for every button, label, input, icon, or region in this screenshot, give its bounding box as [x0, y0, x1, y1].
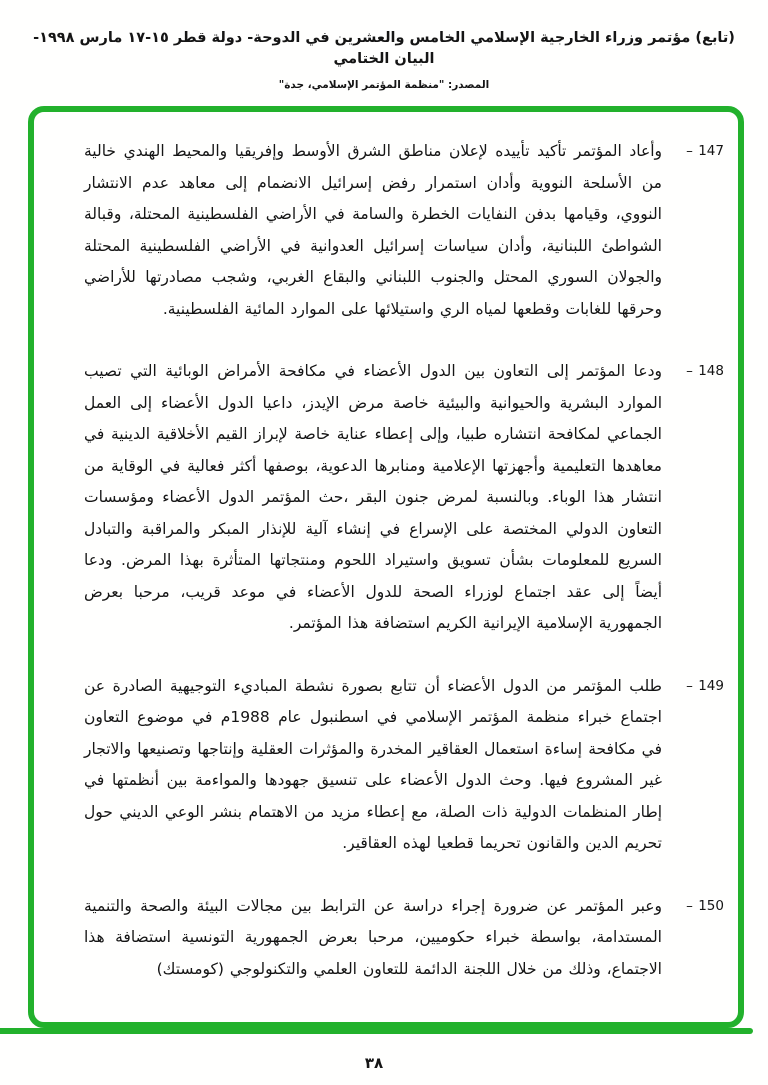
paragraph-147-number: 147 –: [686, 143, 724, 159]
page-footer: [0, 1053, 748, 1072]
document-body: [28, 106, 744, 1028]
paragraph-147: [84, 136, 726, 325]
paragraph-148-text: ودعا المؤتمر إلى التعاون بين الدول الأعضاء في مكافحة الأمراض الوبائية التي تصيب الموارد البشرية والحيوانية والبيئية خاصة مرض الإيدز، داعيا الدول الأعضاء إلى العمل الجماعي لمكافحة انتشاره طبيا، وإلى إعطاء عناية خاصة لإبراز القيم الأخلاقية الدينية في معاهدها التعليمية وأجهزتها الإعلامية ومنابرها الدعوية، بوصفها أكثر فعالية في الوقاية من انتشار هذا الوباء. وبالنسبة لمرض جنون البقر ،حث المؤتمر الدول الأعضاء ومؤسسات التعاون الدولي المختصة على الإسراع في إنشاء آلية للإنذار المبكر والمراقبة والتبادل السريع للمعلومات بشأن تسويق واستيراد اللحوم ومنتجاتها المتأثرة بهذا المرض. ودعا أيضاً إلى عقد اجتماع لوزراء الصحة للدول الأعضاء في موعد قريب، مرحبا بعرض الجمهورية الإسلامية الإيرانية الكريم استضافة هذا المؤتمر.: [84, 362, 662, 632]
green-underline-stroke: [0, 1028, 753, 1034]
paragraph-149: [84, 671, 726, 860]
paragraph-149-number: 149 –: [686, 677, 724, 694]
document-title: (تابع) مؤتمر وزراء الخارجية الإسلامي الخامس والعشرين في الدوحة- دولة قطر ١٥-١٧ مارس ١٩٩٨- البيان الختامي: [33, 30, 735, 68]
paragraph-148-number: 148 –: [686, 363, 724, 379]
paragraph-149-text: طلب المؤتمر من الدول الأعضاء أن تتابع بصورة نشطة المباديء التوجيهية الصادرة عن اجتماع خبراء منظمة المؤتمر الإسلامي في اسطنبول عام 1988م في موضوع التعاون في مكافحة إساءة استعمال العقاقير المخدرة والمؤثرات العقلية وإنتاجها وتصنيعها والاتجار غير المشروع فيها. وحث الدول الأعضاء على تنسيق جهودها والمواءمة بين أنظمتها في إطار المنظمات الدولية ذات الصلة، مع إعطاء مزيد من الاهتمام بنشر الوعي الديني حول تحريم الدين والقانون تحريما قطعيا لهذه العقاقير.: [84, 676, 662, 852]
paragraph-150-number: 150 –: [686, 897, 724, 914]
page-header: [0, 28, 768, 91]
paragraph-148: [84, 356, 726, 640]
paragraph-150: [84, 891, 726, 986]
document-source-line: المصدر: "منظمة المؤتمر الإسلامي، جدة": [278, 79, 490, 92]
paragraph-147-text: وأعاد المؤتمر تأكيد تأييده لإعلان مناطق الشرق الأوسط وإفريقيا والمحيط الهندي خالية من الأسلحة النووية وأدان استمرار رفض إسرائيل الانضمام إلى معاهد عدم الانتشار النووي، وقيامها بدفن النفايات الخطرة والسامة في الأراضي الفلسطينية المحتلة، وقبالة الشواطئ اللبنانية، وأدان سياسات إسرائيل العدوانية في الأراضي الفلسطينية المحتلة والجولان السوري المحتل والجنوب اللبناني والبقاع الغربي، وشجب مصادرتها للأراضي وحرقها للغابات وقطعها لمياه الري واستيلائها على الموارد المائية الفلسطينية.: [84, 142, 662, 318]
paragraph-150-text: وعبر المؤتمر عن ضرورة إجراء دراسة عن الترابط بين مجالات البيئة والصحة والتنمية المستدامة، بواسطة خبراء حكوميين، مرحبا بعرض الجمهورية التونسية استضافة هذا الاجتماع، وذلك من خلال اللجنة الدائمة للتعاون العلمي والتكنولوجي (كومستك): [84, 896, 662, 978]
page-number: ٣٨: [364, 1054, 384, 1072]
